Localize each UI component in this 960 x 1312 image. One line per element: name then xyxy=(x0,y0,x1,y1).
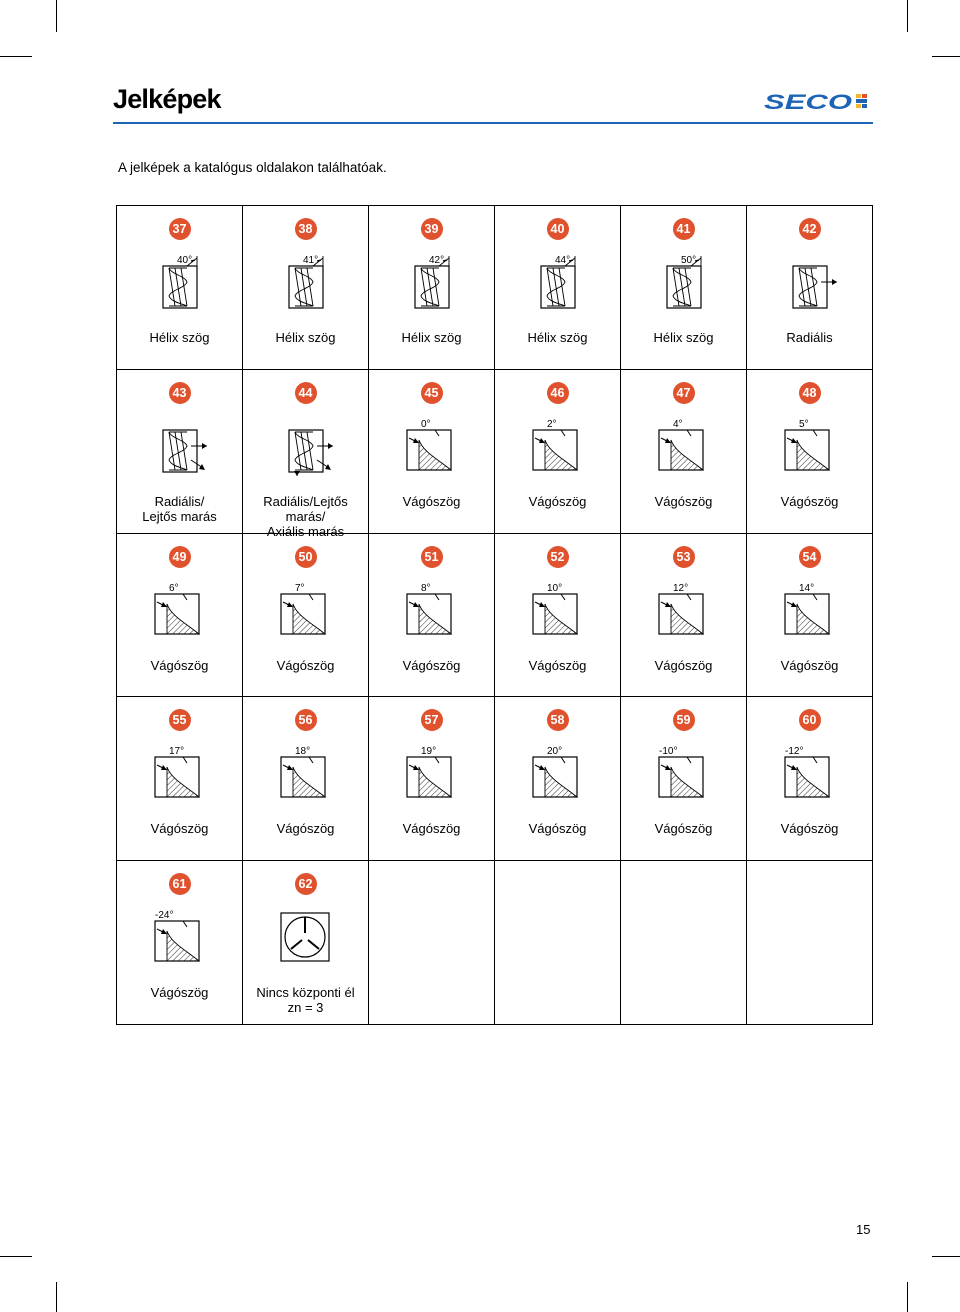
symbol-cell xyxy=(243,697,369,861)
symbol-cell xyxy=(369,534,495,698)
intro-text: A jelképek a katalógus oldalakon találhatóak. xyxy=(118,160,387,175)
symbol-cell xyxy=(117,534,243,698)
rake-angle-icon xyxy=(147,743,213,803)
angle-label: 5° xyxy=(798,418,809,430)
symbol-number-badge: 50 xyxy=(295,546,317,568)
angle-label: 50° xyxy=(680,255,696,266)
symbol-number-badge: 54 xyxy=(799,546,821,568)
symbol-label xyxy=(243,494,368,539)
symbol-number-badge: 58 xyxy=(547,709,569,731)
rake-angle-icon xyxy=(525,743,591,803)
symbol-number-badge: 37 xyxy=(169,218,191,240)
rake-angle-icon xyxy=(147,580,213,640)
symbol-label-line1: Hélix szög xyxy=(527,330,588,345)
symbol-label xyxy=(369,821,494,836)
angle-label: -12° xyxy=(784,746,803,758)
symbol-number-badge: 43 xyxy=(169,382,191,404)
symbol-label xyxy=(495,821,620,836)
symbol-number-badge: 41 xyxy=(673,218,695,240)
symbol-label xyxy=(621,658,746,673)
symbol-label-line1: Vágószög xyxy=(150,657,209,673)
symbol-cell xyxy=(747,206,873,370)
symbol-number-badge: 45 xyxy=(421,382,443,404)
symbol-label-line1: Vágószög xyxy=(402,657,461,673)
symbol-label-line1: Vágószög xyxy=(402,821,461,837)
symbol-label-line1: Vágószög xyxy=(150,985,209,1001)
angle-label: 40° xyxy=(176,255,192,266)
symbol-cell xyxy=(495,370,621,534)
symbol-number-badge: 40 xyxy=(547,218,569,240)
symbol-cell xyxy=(117,697,243,861)
rake-angle-icon xyxy=(651,743,717,803)
symbol-cell xyxy=(243,534,369,698)
symbol-label-line2: zn = 3 xyxy=(287,1000,324,1016)
symbol-label xyxy=(747,658,872,673)
symbol-cell xyxy=(369,206,495,370)
angle-label: 14° xyxy=(798,582,814,594)
crop-mark xyxy=(932,1256,960,1257)
crop-mark xyxy=(907,1282,908,1312)
symbol-label-line1: Radiális/Lejtős marás/ xyxy=(263,493,348,524)
symbol-cell xyxy=(243,370,369,539)
symbol-label xyxy=(621,330,746,345)
logo-text: SECO xyxy=(764,92,852,112)
symbol-number-badge: 57 xyxy=(421,709,443,731)
radial-icon xyxy=(777,252,843,312)
symbol-label xyxy=(495,330,620,345)
symbol-label-line1: Vágószög xyxy=(780,657,839,673)
symbol-label-line1: Nincs központi él xyxy=(256,985,355,1001)
angle-label: 10° xyxy=(546,582,562,594)
symbol-label-line1: Radiális xyxy=(786,330,833,345)
symbol-number-badge: 44 xyxy=(295,382,317,404)
symbol-label xyxy=(369,494,494,509)
symbol-label xyxy=(117,821,242,836)
header-rule xyxy=(113,122,873,124)
angle-label: 41° xyxy=(302,255,318,266)
symbol-label-line1: Vágószög xyxy=(528,657,587,673)
helix-icon xyxy=(525,252,591,312)
symbol-label-line1: Hélix szög xyxy=(653,330,714,345)
crop-mark xyxy=(56,0,57,32)
symbol-number-badge: 59 xyxy=(673,709,695,731)
crop-mark xyxy=(932,56,960,57)
angle-label: 4° xyxy=(672,418,683,430)
symbol-cell xyxy=(117,370,243,534)
rake-angle-icon xyxy=(525,416,591,476)
radial-ramping-icon xyxy=(147,416,213,476)
rake-angle-icon xyxy=(399,416,465,476)
angle-label: 19° xyxy=(420,746,436,758)
angle-label: 44° xyxy=(554,255,570,266)
symbol-label xyxy=(243,330,368,345)
rake-angle-icon xyxy=(273,743,339,803)
symbol-cell xyxy=(621,534,747,698)
rake-angle-icon xyxy=(525,580,591,640)
symbol-cell xyxy=(117,206,243,370)
symbol-label xyxy=(117,494,242,524)
rake-angle-icon xyxy=(399,743,465,803)
symbol-label-line1: Vágószög xyxy=(654,821,713,837)
crop-mark xyxy=(0,1256,32,1257)
symbol-number-badge: 42 xyxy=(799,218,821,240)
symbol-cell xyxy=(495,534,621,698)
symbol-number-badge: 46 xyxy=(547,382,569,404)
empty-cell xyxy=(747,861,873,1025)
rake-angle-icon xyxy=(147,907,213,967)
symbol-label-line1: Vágószög xyxy=(654,493,713,509)
angle-label: -24° xyxy=(154,910,173,922)
symbol-number-badge: 49 xyxy=(169,546,191,568)
symbol-cell xyxy=(369,697,495,861)
symbol-number-badge: 51 xyxy=(421,546,443,568)
helix-icon xyxy=(147,252,213,312)
symbol-label xyxy=(747,494,872,509)
symbol-label xyxy=(117,330,242,345)
angle-label: 12° xyxy=(672,582,688,594)
symbol-cell xyxy=(621,370,747,534)
symbol-label xyxy=(747,330,872,345)
angle-label: 6° xyxy=(168,582,179,594)
angle-label: 7° xyxy=(294,582,305,594)
rake-angle-icon xyxy=(651,416,717,476)
symbol-label-line2: Axiális marás xyxy=(266,523,345,539)
symbol-label xyxy=(117,985,242,1000)
symbol-label-line1: Vágószög xyxy=(528,821,587,837)
helix-icon xyxy=(651,252,717,312)
symbol-cell xyxy=(495,697,621,861)
symbol-label xyxy=(117,658,242,673)
symbol-cell xyxy=(747,534,873,698)
crop-mark xyxy=(0,56,32,57)
rake-angle-icon xyxy=(777,743,843,803)
rake-angle-icon xyxy=(651,580,717,640)
symbol-label xyxy=(369,330,494,345)
symbol-label xyxy=(243,658,368,673)
angle-label: -10° xyxy=(658,746,677,758)
empty-cell xyxy=(621,861,747,1025)
symbol-number-badge: 38 xyxy=(295,218,317,240)
symbol-number-badge: 53 xyxy=(673,546,695,568)
no-center-cutting-icon xyxy=(273,907,339,967)
symbol-label-line1: Hélix szög xyxy=(275,330,336,345)
symbol-label-line1: Hélix szög xyxy=(149,330,210,345)
symbol-cell xyxy=(495,206,621,370)
symbol-label xyxy=(747,821,872,836)
symbol-cell xyxy=(621,206,747,370)
page-number: 15 xyxy=(856,1222,871,1237)
page-title: Jelképek xyxy=(113,84,221,114)
symbol-number-badge: 61 xyxy=(169,873,191,895)
symbol-number-badge: 48 xyxy=(799,382,821,404)
radial-ramping-axial-icon xyxy=(273,416,339,476)
symbol-label-line1: Vágószög xyxy=(276,821,335,837)
symbol-label-line1: Vágószög xyxy=(276,657,335,673)
symbol-label-line1: Vágószög xyxy=(780,821,839,837)
symbol-grid xyxy=(116,205,873,1025)
symbol-label xyxy=(243,985,368,1015)
rake-angle-icon xyxy=(777,580,843,640)
angle-label: 8° xyxy=(420,582,431,594)
helix-icon xyxy=(273,252,339,312)
crop-mark xyxy=(56,1282,57,1312)
rake-angle-icon xyxy=(399,580,465,640)
symbol-cell xyxy=(243,206,369,370)
symbol-label xyxy=(369,658,494,673)
symbol-label xyxy=(495,658,620,673)
symbol-cell xyxy=(117,861,243,1025)
symbol-label-line1: Vágószög xyxy=(780,493,839,509)
symbol-cell xyxy=(747,697,873,861)
symbol-cell xyxy=(243,861,369,1025)
angle-label: 0° xyxy=(420,418,431,430)
symbol-label-line1: Vágószög xyxy=(150,821,209,837)
symbol-number-badge: 52 xyxy=(547,546,569,568)
helix-icon xyxy=(399,252,465,312)
angle-label: 17° xyxy=(168,746,184,758)
angle-label: 2° xyxy=(546,418,557,430)
empty-cell xyxy=(369,861,495,1025)
angle-label: 20° xyxy=(546,746,562,758)
empty-cell xyxy=(495,861,621,1025)
symbol-label-line2: Lejtős marás xyxy=(142,508,217,524)
symbol-number-badge: 55 xyxy=(169,709,191,731)
symbol-cell xyxy=(369,370,495,534)
symbol-label xyxy=(243,821,368,836)
symbol-number-badge: 56 xyxy=(295,709,317,731)
rake-angle-icon xyxy=(777,416,843,476)
symbol-cell xyxy=(747,370,873,534)
rake-angle-icon xyxy=(273,580,339,640)
symbol-label-line1: Vágószög xyxy=(402,493,461,509)
symbol-label-line1: Hélix szög xyxy=(401,330,462,345)
symbol-number-badge: 60 xyxy=(799,709,821,731)
symbol-label xyxy=(621,494,746,509)
angle-label: 18° xyxy=(294,746,310,758)
symbol-label-line1: Vágószög xyxy=(654,657,713,673)
symbol-number-badge: 62 xyxy=(295,873,317,895)
symbol-label xyxy=(495,494,620,509)
seco-logo xyxy=(764,92,874,112)
symbol-label-line1: Vágószög xyxy=(528,493,587,509)
symbol-label-line1: Radiális/ xyxy=(154,493,205,509)
symbol-cell xyxy=(621,697,747,861)
symbol-number-badge: 39 xyxy=(421,218,443,240)
crop-mark xyxy=(907,0,908,32)
symbol-label xyxy=(621,821,746,836)
symbol-number-badge: 47 xyxy=(673,382,695,404)
angle-label: 42° xyxy=(428,255,444,266)
